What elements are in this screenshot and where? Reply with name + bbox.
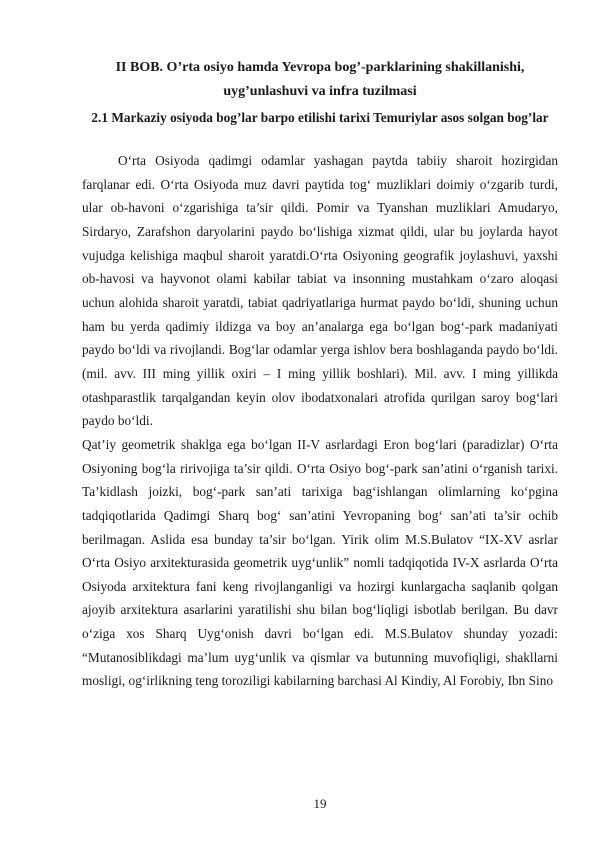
paragraph-1: O‘rta Osiyoda qadimgi odamlar yashagan paytda tabiiy sharoit hozirgidan farqlanar edi. O‘rta Osiyoda muz davri paytida tog‘ muzliklari doimiy o‘zgarib turdi, ular ob-havoni o‘zgarishiga ta’sir qildi. Pomir va Tyanshan muzliklari Amudaryo, Sirdaryo, Zarafshon daryolarini paydo bo‘lishiga xizmat qildi, ular bu joylarda hayot vujudga kelishiga maqbul sharoit yaratdi.O‘rta Osiyoning geografik joylashuvi, yaxshi ob-havosi va hayvonot olami kabilar tabiat va insonning mustahkam o‘zaro aloqasi uchun alohida sharoit yaratdi, tabiat qadriyatlariga hurmat paydo bo‘ldi, shuning uchun ham bu yerda qadimiy ildizga va boy an’analarga ega bo‘lgan bog‘-park madaniyati paydo bo‘ldi va rivojlandi. Bog‘lar odamlar yerga ishlov bera boshlaganda paydo bo‘ldi.(mil. avv. III ming yillik oxiri – I ming yillik boshlari). Mil. avv. I ming yillikda otashparastlik tarqalgandan keyin olov ibodatxonalari atrofida qurilgan saroy bog‘lari paydo bo‘ldi. <box>82 153 558 429</box>
chapter-title: II BOB. O’rta osiyo hamda Yevropa bog’-parklarining shakillanishi, uyg’unlashuvi va infra tuzilmasi <box>115 60 525 99</box>
paragraph-2: Qat’iy geometrik shaklga ega bo‘lgan II-V asrlardagi Eron bog‘lari (paradizlar) O‘rta Osiyoning bog‘la ririvojiga ta’sir qildi. O‘rta Osiyo bog‘-park san’atini o‘rganish tarixi. Ta’kidlash joizki, bog‘-park san’ati tarixiga bag‘ishlangan olimlarning ko‘pgina tadqiqotlarida Qadimgi Sharq bog‘ san’atini Yevropaning bog‘ san’ati ta’sir ochib berilmagan. Aslida esa bunday ta’sir bo‘lgan. Yirik olim M.S.Bulatov “IX-XV asrlar O‘rta Osiyo arxitekturasida geometrik uyg‘unlik” nomli tadqiqotida IV-X asrlarda O‘rta Osiyoda arxitektura fani keng rivojlanganligi va hozirgi kunlargacha saqlanib qolgan ajoyib arxitektura asarlarini yaratilishi shu bilan bog‘liqligi isbotlab berilgan. Bu davr o‘ziga xos Sharq Uyg‘onish davri bo‘lgan edi. M.S.Bulatov shunday yozadi: “Mutanosiblikdagi ma’lum uyg‘unlik va qismlar va butunning muvofiqligi, shakllarni mosligi, og‘irlikning teng toroziligi kabilarning barchasi Al Kindiy, Al Forobiy, Ibn Sino <box>82 436 558 689</box>
page-number: 19 <box>313 796 327 811</box>
body-text <box>82 149 558 693</box>
section-title: 2.1 Markaziy osiyoda bog’lar barpo etilishi tarixi Temuriylar asos solgan bog’lar <box>91 110 549 125</box>
